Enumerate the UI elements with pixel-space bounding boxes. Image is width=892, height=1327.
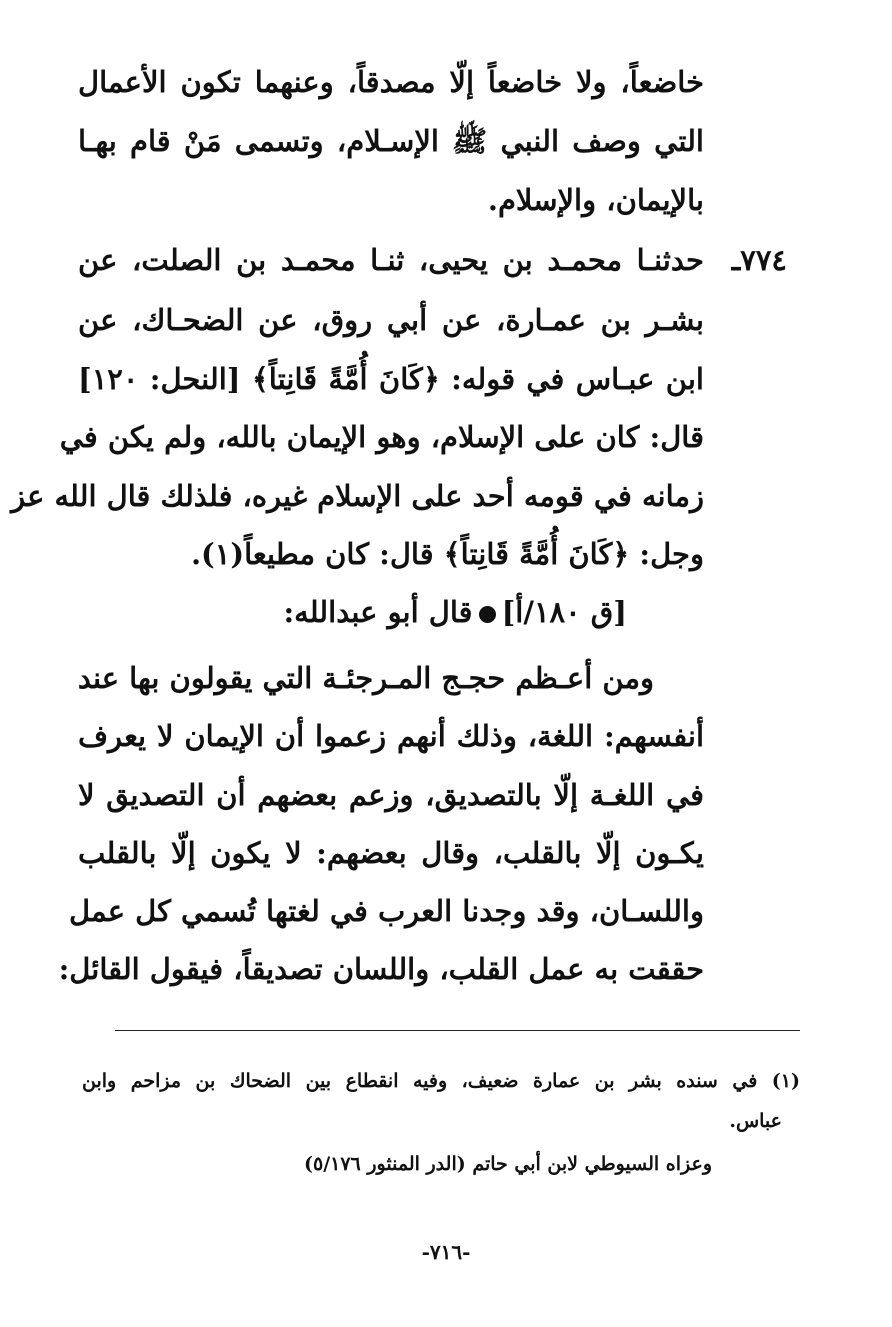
hadith-number: ٧٧٤ـ	[731, 243, 787, 277]
intro-line-2: التي وصف النبي ﷺ الإسـلام، وتسمى مَنْ قام بهـا	[78, 124, 704, 158]
abu-abdillah-heading: قال أبو عبدالله:	[283, 595, 473, 629]
hadith-line-6: وجل: ﴿كَانَ أُمَّةً قَانِتاً﴾ قال: كان مطيعاً(١).	[190, 537, 704, 571]
hadith-line-1: حدثنـا محمـد بن يحيى، ثنـا محمـد بن الصلت، عن	[78, 243, 704, 277]
hadith-line-4: قال: كان على الإسلام، وهو الإيمان بالله، ولم يكن في	[59, 420, 704, 454]
para-line-6: حققت به عمل القلب، واللسان تصديقاً، فيقول القائل:	[58, 952, 704, 986]
para-line-5: واللسـان، وقد وجدنا العرب في لغتها تُسمي كل عمل	[69, 894, 704, 928]
footnote-divider	[115, 1030, 800, 1031]
folio-reference: [ق ١٨٠/أ]	[501, 595, 627, 629]
folio-heading	[283, 595, 627, 629]
intro-line-3: بالإيمان، والإسلام.	[487, 183, 704, 217]
para-line-3: في اللغـة إلّا بالتصديق، وزعم بعضهم أن التصديق لا	[78, 778, 704, 812]
para-line-4: يكـون إلّا بالقلب، وقال بعضهم: لا يكون إلّا بالقلب	[78, 836, 704, 870]
bullet-icon	[479, 606, 496, 623]
page-number: -٧١٦-	[421, 1240, 471, 1264]
hadith-line-3: ابن عبـاس في قوله: ﴿كَانَ أُمَّةً قَانِتاً﴾ [النحل: ١٢٠]	[78, 362, 704, 396]
hadith-line-5: زمانه في قومه أحد على الإسلام غيره، فلذلك قال الله عز	[11, 479, 704, 513]
para-line-2: أنفسهم: اللغة، وذلك أنهم زعموا أن الإيمان لا يعرف	[78, 719, 704, 753]
footnote-line-2: عباس.	[729, 1110, 782, 1132]
footnote-line-3: وعزاه السيوطي لابن أبي حاتم (الدر المنثور ٥/١٧٦)	[304, 1153, 712, 1175]
intro-line-1: خاضعاً، ولا خاضعاً إلّا مصدقاً، وعنهما تكون الأعمال	[78, 65, 704, 99]
footnote-line-1: (١) في سنده بشر بن عمارة ضعيف، وفيه انقطاع بين الضحاك بن مزاحم وابن	[82, 1070, 800, 1092]
para-line-1: ومن أعـظم حجـج المـرجئـة التي يقولون بها عند	[77, 661, 654, 695]
hadith-line-2: بشـر بن عمـارة، عن أبي روق، عن الضحـاك، عن	[78, 303, 704, 337]
